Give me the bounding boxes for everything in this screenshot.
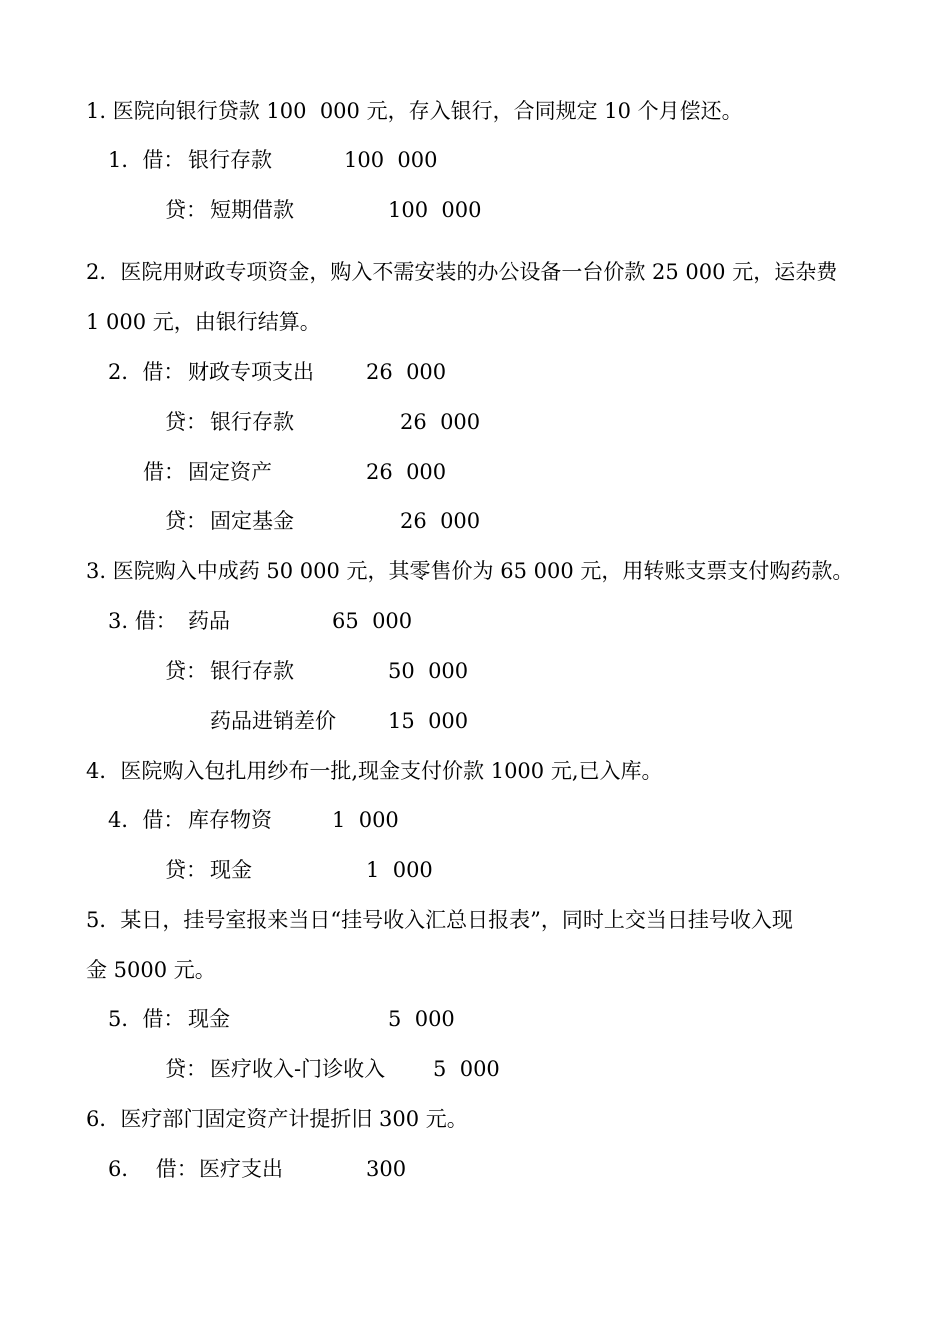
entry-3-2-amount: 50 000 bbox=[388, 659, 469, 683]
entry-3-2-prefix: 贷： bbox=[165, 659, 207, 683]
entry-2-1-amount: 26 000 bbox=[366, 360, 447, 384]
entry-2-3-prefix: 借： bbox=[143, 460, 185, 484]
entry-2-2-amount: 26 000 bbox=[400, 410, 481, 434]
entry-3-1-amount: 65 000 bbox=[332, 609, 413, 633]
entry-5-2-amount: 5 000 bbox=[433, 1057, 500, 1081]
entry-3-2-account: 银行存款 bbox=[210, 659, 294, 683]
question-2-line-2: 1 000 元，由银行结算。 bbox=[86, 310, 321, 334]
entry-4-2-amount: 1 000 bbox=[366, 858, 433, 882]
entry-2-3-account: 固定资产 bbox=[188, 460, 272, 484]
question-4: 4．医院购入包扎用纱布一批,现金支付价款 1000 元,已入库。 bbox=[86, 759, 663, 783]
entry-4-1-account: 库存物资 bbox=[188, 808, 272, 832]
entry-6-1-account: 医疗支出 bbox=[199, 1157, 283, 1181]
entry-2-1-prefix: 2．借： bbox=[108, 360, 185, 384]
entry-2-4-account: 固定基金 bbox=[210, 509, 294, 533]
entry-1-2-prefix: 贷： bbox=[165, 198, 207, 222]
entry-5-1-account: 现金 bbox=[188, 1007, 230, 1031]
entry-2-4-amount: 26 000 bbox=[400, 509, 481, 533]
entry-3-3-amount: 15 000 bbox=[388, 709, 469, 733]
entry-2-2-account: 银行存款 bbox=[210, 410, 294, 434]
entry-1-2-account: 短期借款 bbox=[210, 198, 294, 222]
entry-2-4-prefix: 贷： bbox=[165, 509, 207, 533]
entry-5-2-prefix: 贷： bbox=[165, 1057, 207, 1081]
entry-2-2-prefix: 贷： bbox=[165, 410, 207, 434]
entry-1-1-prefix: 1．借： bbox=[108, 148, 185, 172]
question-1: 1. 医院向银行贷款 100 000 元，存入银行，合同规定 10 个月偿还。 bbox=[86, 99, 743, 123]
entry-3-3-account: 药品进销差价 bbox=[210, 709, 336, 733]
entry-4-2-account: 现金 bbox=[210, 858, 252, 882]
entry-2-3-amount: 26 000 bbox=[366, 460, 447, 484]
entry-1-1-amount: 100 000 bbox=[344, 148, 438, 172]
entry-2-1-account: 财政专项支出 bbox=[188, 360, 314, 384]
question-6: 6．医疗部门固定资产计提折旧 300 元。 bbox=[86, 1107, 468, 1131]
entry-6-1-amount: 300 bbox=[366, 1157, 407, 1181]
entry-3-1-account: 药品 bbox=[188, 609, 230, 633]
question-3: 3. 医院购入中成药 50 000 元，其零售价为 65 000 元，用转账支票支付购药款。 bbox=[86, 559, 854, 583]
question-2-line-1: 2．医院用财政专项资金，购入不需安装的办公设备一台价款 25 000 元，运杂费 bbox=[86, 260, 838, 284]
entry-4-1-prefix: 4．借： bbox=[108, 808, 185, 832]
entry-3-1-prefix: 3. 借： bbox=[108, 609, 177, 633]
question-5-line-2: 金 5000 元。 bbox=[86, 958, 216, 982]
entry-5-2-account: 医疗收入-门诊收入 bbox=[210, 1057, 386, 1081]
entry-1-2-amount: 100 000 bbox=[388, 198, 482, 222]
entry-1-1-account: 银行存款 bbox=[188, 148, 272, 172]
entry-6-1-prefix: 6． 借： bbox=[108, 1157, 198, 1181]
entry-5-1-amount: 5 000 bbox=[388, 1007, 455, 1031]
entry-5-1-prefix: 5．借： bbox=[108, 1007, 185, 1031]
entry-4-1-amount: 1 000 bbox=[332, 808, 399, 832]
question-5-line-1: 5．某日，挂号室报来当日“挂号收入汇总日报表”，同时上交当日挂号收入现 bbox=[86, 908, 793, 932]
entry-4-2-prefix: 贷： bbox=[165, 858, 207, 882]
